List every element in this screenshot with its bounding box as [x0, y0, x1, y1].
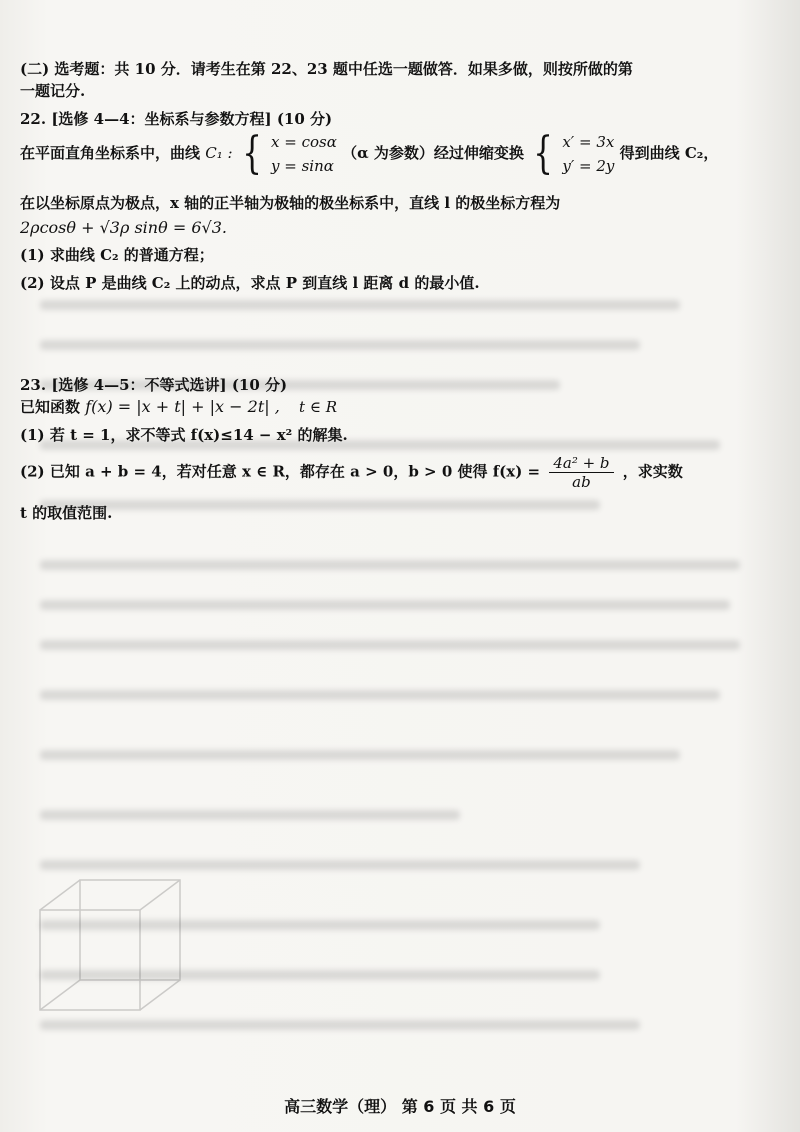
- scaling-transform-system: [562, 130, 614, 178]
- q23-part1: (1) 若 t = 1，求不等式 f(x)≤14 − x² 的解集.: [20, 426, 348, 444]
- q22-part2: (2) 设点 P 是曲线 C₂ 上的动点，求点 P 到直线 l 距离 d 的最小值.: [20, 274, 480, 292]
- page-footer: 高三数学（理） 第 6 页 共 6 页: [284, 1097, 516, 1116]
- section-header: (二) 选考题：共 10 分．请考生在第 22、23 题中任选一题做答．如果多做，则按所做的第: [20, 60, 633, 78]
- left-brace: {: [533, 128, 553, 179]
- q22-part1: (1) 求曲线 C₂ 的普通方程；: [20, 246, 214, 264]
- curve-c1-label: C₁ :: [205, 144, 233, 162]
- q22-polar-statement: 在以坐标原点为极点，x 轴的正半轴为极轴的极坐标系中，直线 l 的极坐标方程为: [20, 194, 561, 212]
- param-eq-y: y = sinα: [271, 157, 334, 175]
- param-note: （α 为参数）经过伸缩变换: [342, 144, 524, 162]
- fraction-numerator: 4a² + b: [549, 454, 613, 473]
- bleed-through-cube-figure: [30, 870, 200, 1020]
- q23-part2-continued: t 的取值范围.: [20, 504, 113, 522]
- section-header-continued: 一题记分.: [20, 82, 86, 100]
- q22-polar-equation: 2ρcosθ + √3ρ sinθ = 6√3.: [20, 218, 227, 237]
- q23-function-def: f(x) = |x + t| + |x − 2t| ,: [85, 397, 280, 416]
- q23-param-domain: t ∈ R: [299, 398, 338, 416]
- q22-intro-text: 在平面直角坐标系中，曲线: [20, 144, 201, 162]
- q22-intro-end: 得到曲线 C₂，: [619, 144, 719, 162]
- transform-eq-y: y′ = 2y: [562, 157, 615, 175]
- q23-fraction: [549, 454, 613, 491]
- q23-title: 23. [选修 4—5：不等式选讲] (10 分): [20, 376, 288, 394]
- q23-function: [20, 396, 337, 417]
- fraction-denominator: ab: [572, 473, 591, 491]
- left-brace: {: [241, 128, 262, 179]
- q23-function-intro: 已知函数: [20, 398, 81, 416]
- param-eq-x: x = cosα: [271, 133, 337, 151]
- q22-title: 22. [选修 4—4：坐标系与参数方程] (10 分): [20, 110, 333, 128]
- q23-part2-text: (2) 已知 a + b = 4，若对任意 x ∈ R，都存在 a > 0，b > 0 使得 f(x) =: [20, 462, 541, 481]
- param-equation-system: [271, 130, 337, 178]
- q23-part2: [20, 454, 683, 504]
- q23-part2-end: ，求实数: [622, 462, 683, 481]
- transform-eq-x: x′ = 3x: [562, 133, 615, 151]
- q22-intro: [20, 130, 718, 190]
